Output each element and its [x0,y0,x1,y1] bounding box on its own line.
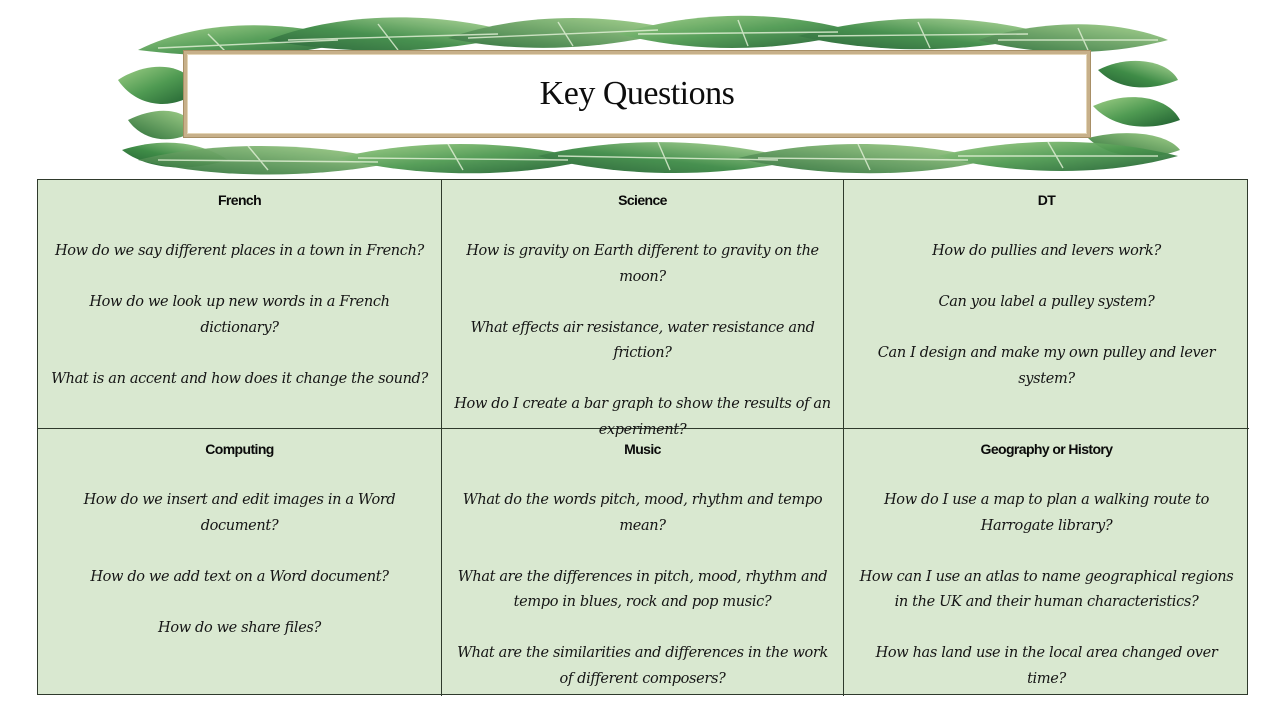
question: What are the similarities and differences in the work of different composers? [457,645,828,687]
question: What effects air resistance, water resistance and friction? [470,319,815,361]
subject-heading: Music [624,441,661,457]
subject-heading: DT [1037,192,1056,208]
subject-heading: Science [618,192,667,208]
question: How is gravity on Earth different to gravity on the moon? [466,243,819,285]
subject-cell-music [442,429,844,696]
key-questions-table [37,179,1248,695]
title-frame [184,51,1090,137]
page-title: Key Questions [539,75,735,112]
subject-heading: Computing [205,441,274,457]
question: How do we share files? [158,619,321,636]
question: Can I design and make my own pulley and lever system? [877,345,1216,387]
question: What do the words pitch, mood, rhythm and tempo mean? [462,492,823,534]
subject-cell-geography-history [844,429,1249,696]
subject-heading: Geography or History [980,441,1113,457]
subject-cell-computing [38,429,442,696]
subject-cell-french [38,180,442,429]
question: How do we look up new words in a French dictionary? [89,294,390,336]
question: How do pullies and levers work? [932,243,1161,259]
question: What are the differences in pitch, mood, rhythm and tempo in blues, rock and pop music? [457,568,828,610]
question: Can you label a pulley system? [938,294,1155,310]
question: How do we add text on a Word document? [90,568,389,585]
question: How has land use in the local area changed over time? [875,645,1218,687]
subject-heading: French [217,192,262,208]
question: What is an accent and how does it change the sound? [51,370,428,387]
subject-cell-science [442,180,844,438]
title-banner [118,10,1182,180]
question: How do we say different places in a town in French? [55,243,424,259]
subject-cell-dt [844,180,1249,429]
question: How do I use a map to plan a walking route to Harrogate library? [884,492,1209,534]
question: How do I create a bar graph to show the results of an experiment? [454,396,831,438]
question: How can I use an atlas to name geographical regions in the UK and their human characteristics? [859,568,1234,610]
question: How do we insert and edit images in a Word document? [83,492,396,534]
